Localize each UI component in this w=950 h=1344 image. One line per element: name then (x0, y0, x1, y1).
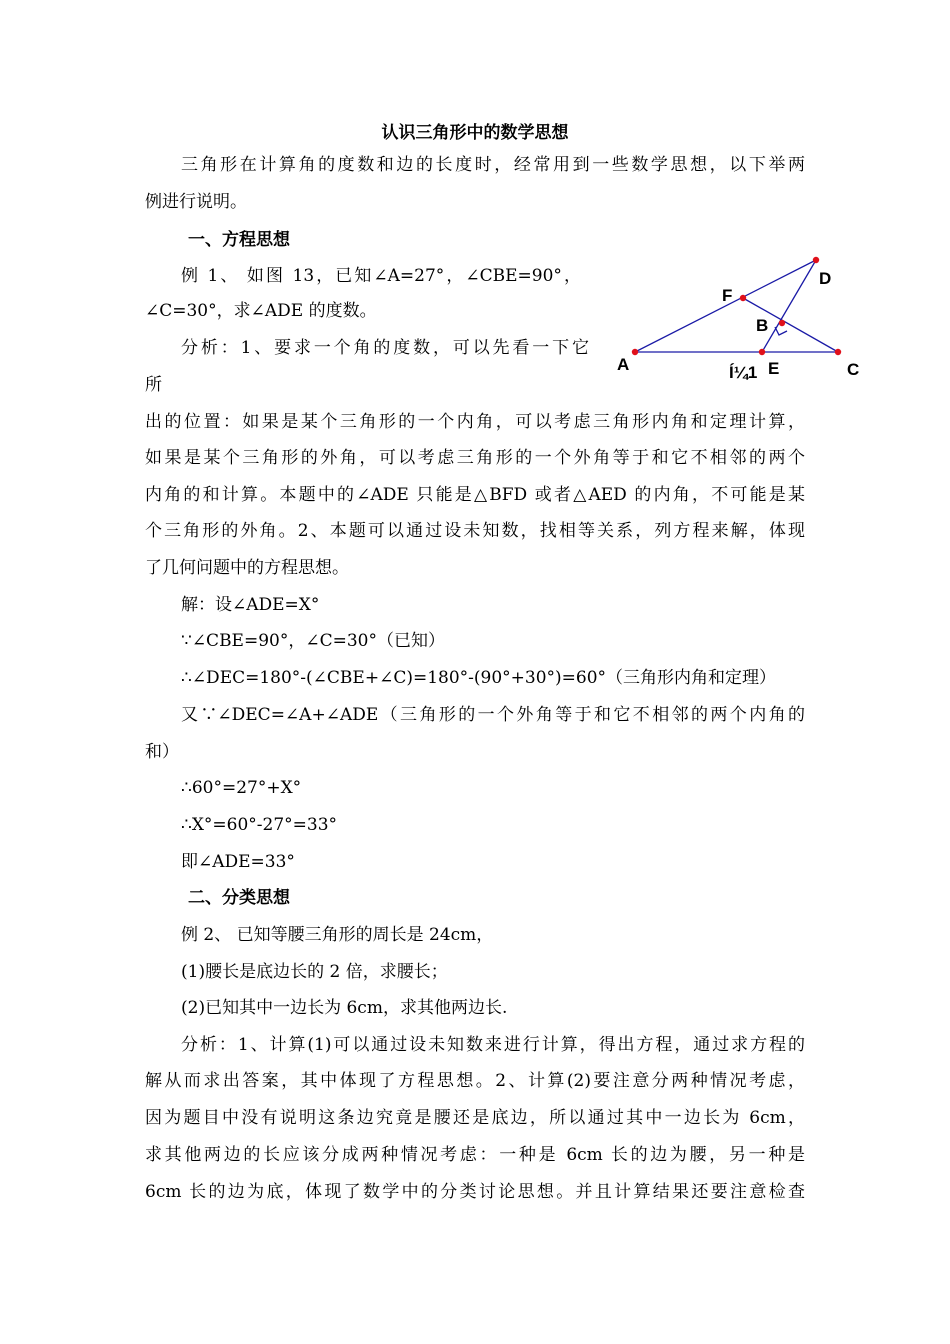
section-heading: 一、方程思想 (188, 230, 290, 250)
analysis-line: 因为题目中没有说明这条边究竟是腰还是底边，所以通过其中一边长为 6cm， (145, 1108, 805, 1128)
analysis-line: 个三角形的外角。2、本题可以通过设未知数，找相等关系，列方程来解，体现 (145, 521, 805, 541)
analysis-line: 内角的和计算。本题中的∠ADE 只能是△BFD 或者△AED 的内角，不可能是某 (145, 485, 805, 505)
point-c (835, 349, 841, 355)
solution-line: ∴X°=60°-27°=33° (181, 815, 338, 835)
solution-line: ∴60°=27°+X° (181, 778, 302, 798)
analysis-line: 了几何问题中的方程思想。 (145, 558, 349, 578)
example-line: 例 1、 如图 13，已知∠A=27°，∠CBE=90°， (181, 266, 581, 286)
label-f: F (722, 286, 733, 305)
label-e: E (768, 359, 780, 378)
solution-line: 解：设∠ADE=X° (181, 595, 320, 615)
triangle-figure (610, 250, 870, 390)
analysis-line: 分析：1、计算(1)可以通过设未知数来进行计算，得出方程，通过求方程的 (181, 1035, 805, 1055)
right-angle-mark (775, 327, 787, 335)
solution-line: 又∵∠DEC=∠A+∠ADE（三角形的一个外角等于和它不相邻的两个内角的 (181, 705, 805, 725)
point-f (740, 295, 746, 301)
point-d (813, 257, 819, 263)
label-d: D (819, 269, 832, 288)
example-line: (2)已知其中一边长为 6cm，求其他两边长. (181, 998, 508, 1018)
solution-line: 和） (145, 742, 179, 762)
analysis-line: 如果是某个三角形的外角，可以考虑三角形的一个外角等于和它不相邻的两个 (145, 448, 805, 468)
point-b (779, 320, 785, 326)
label-b: B (756, 316, 769, 335)
page-title: 认识三角形中的数学思想 (381, 123, 569, 143)
solution-line: ∵∠CBE=90°，∠C=30°（已知） (181, 631, 445, 651)
example-line: (1)腰长是底边长的 2 倍，求腰长； (181, 962, 448, 982)
analysis-line: 求其他两边的长应该分成两种情况考虑：一种是 6cm 长的边为腰，另一种是 (145, 1145, 805, 1165)
label-a: A (617, 355, 630, 374)
analysis-line: 分析：1、要求一个角的度数，可以先看一下它 (181, 338, 589, 358)
solution-line: ∴∠DEC=180°-(∠CBE+∠C)=180°-(90°+30°)=60°（三角形内角和定理） (181, 668, 777, 688)
solution-line: 即∠ADE=33° (181, 852, 295, 872)
point-e (759, 349, 765, 355)
example-line: 例 2、 已知等腰三角形的周长是 24cm， (181, 925, 494, 945)
analysis-line: 出的位置：如果是某个三角形的一个内角，可以考虑三角形内角和定理计算， (145, 412, 805, 432)
section-heading: 二、分类思想 (188, 888, 290, 908)
label-c: C (847, 360, 860, 379)
intro-line: 三角形在计算角的度数和边的长度时，经常用到一些数学思想，以下举两 (181, 155, 805, 175)
figure-caption: Í¼1 (729, 363, 758, 382)
example-line: ∠C=30°，求∠ADE 的度数。 (145, 301, 377, 321)
analysis-line: 解从而求出答案，其中体现了方程思想。2、计算(2)要注意分两种情况考虑， (145, 1071, 805, 1091)
analysis-line: 6cm 长的边为底，体现了数学中的分类讨论思想。并且计算结果还要注意检查 (145, 1182, 805, 1202)
point-a (632, 349, 638, 355)
intro-line: 例进行说明。 (145, 192, 247, 212)
analysis-line: 所 (145, 375, 162, 395)
